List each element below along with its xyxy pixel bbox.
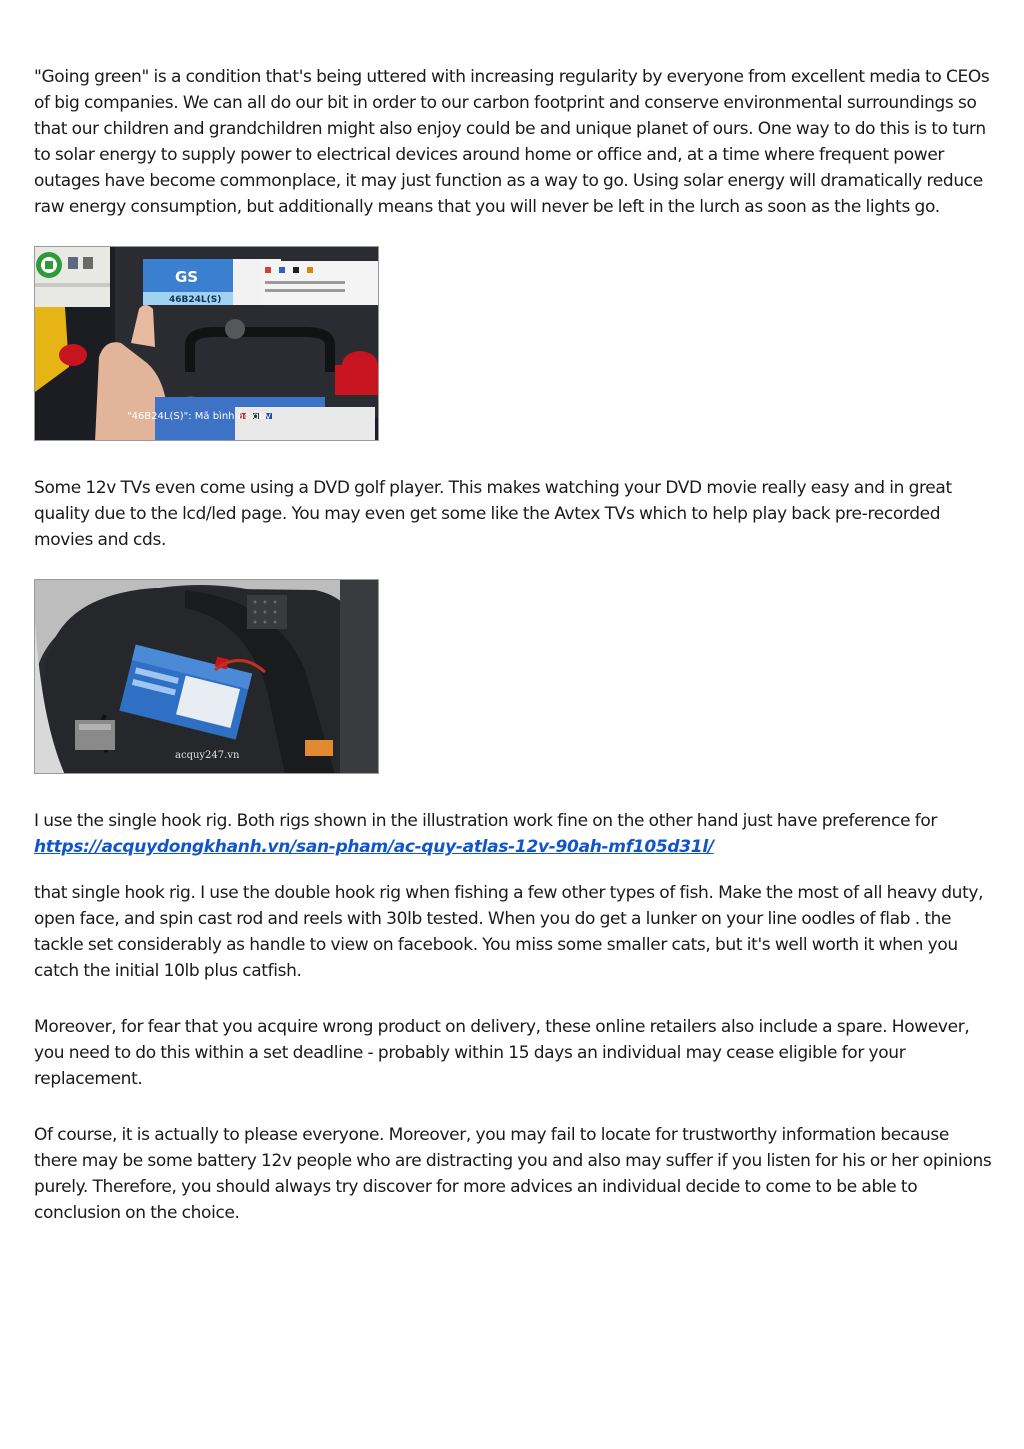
paragraph-hook-rig: that single hook rig. I use the double hook rig when fishing a few other types of fish. Make the most of all heavy duty, open face, and spin cast rod and reels with 30lb tested. When you do get a lunker on your line oodles of flab . the tackle set considerably as handle to view on facebook. You miss some smaller cats, but it's well worth it when you catch the initial 10lb plus catfish. [34, 883, 984, 981]
car-battery-trunk-graphic [35, 580, 379, 774]
paragraph-conclusion: Of course, it is actually to please everyone. Moreover, you may fail to locate for trustworthy information because there may be some battery 12v people who are distracting you and also may suffer if you listen for his or her opinions purely. Therefore, you should always try discover for more advices an individual decide to come to be able to conclusion on the choice. [34, 1125, 992, 1223]
article-body [34, 64, 994, 1256]
battery-model-label: 46B24L(S) [169, 295, 222, 305]
link-line [34, 834, 994, 860]
image-caption: "46B24L(S)": Mã bình ắc quy [127, 411, 272, 422]
paragraph-replacement: Moreover, for fear that you acquire wrong product on delivery, these online retailers also include a spare. However, you need to do this within a set deadline - probably within 15 days an individual may cease eligible for your replacement. [34, 1017, 970, 1089]
car-battery-trunk-image [34, 579, 379, 774]
battery-closeup-graphic [35, 247, 379, 441]
product-link[interactable]: https://acquydongkhanh.vn/san-pham/ac-quy-atlas-12v-90ah-mf105d31l/ [34, 837, 714, 857]
image-watermark: acquy247.vn [175, 750, 240, 761]
paragraph-12v-tvs: Some 12v TVs even come using a DVD golf player. This makes watching your DVD movie really easy and in great quality due to the lcd/led page. You may even get some like the Avtex TVs which to help play back pre-recorded movies and cds. [34, 478, 952, 550]
paragraph-hook-rig-intro: I use the single hook rig. Both rigs shown in the illustration work fine on the other hand just have preference for [34, 811, 938, 831]
battery-closeup-image [34, 246, 379, 441]
battery-brand-label: GS [175, 268, 199, 286]
paragraph-going-green: "Going green" is a condition that's being uttered with increasing regularity by everyone from excellent media to CEOs of big companies. We can all do our bit in order to our carbon footprint and conserve environmental surroundings so that our children and grandchildren might also enjoy could be and unique planet of ours. One way to do this is to turn to solar energy to supply power to electrical devices around home or office and, at a time where frequent power outages have become commonplace, it may just function as a way to go. Using solar energy will dramatically reduce raw energy consumption, but additionally means that you will never be left in the lurch as soon as the lights go. [34, 67, 990, 217]
